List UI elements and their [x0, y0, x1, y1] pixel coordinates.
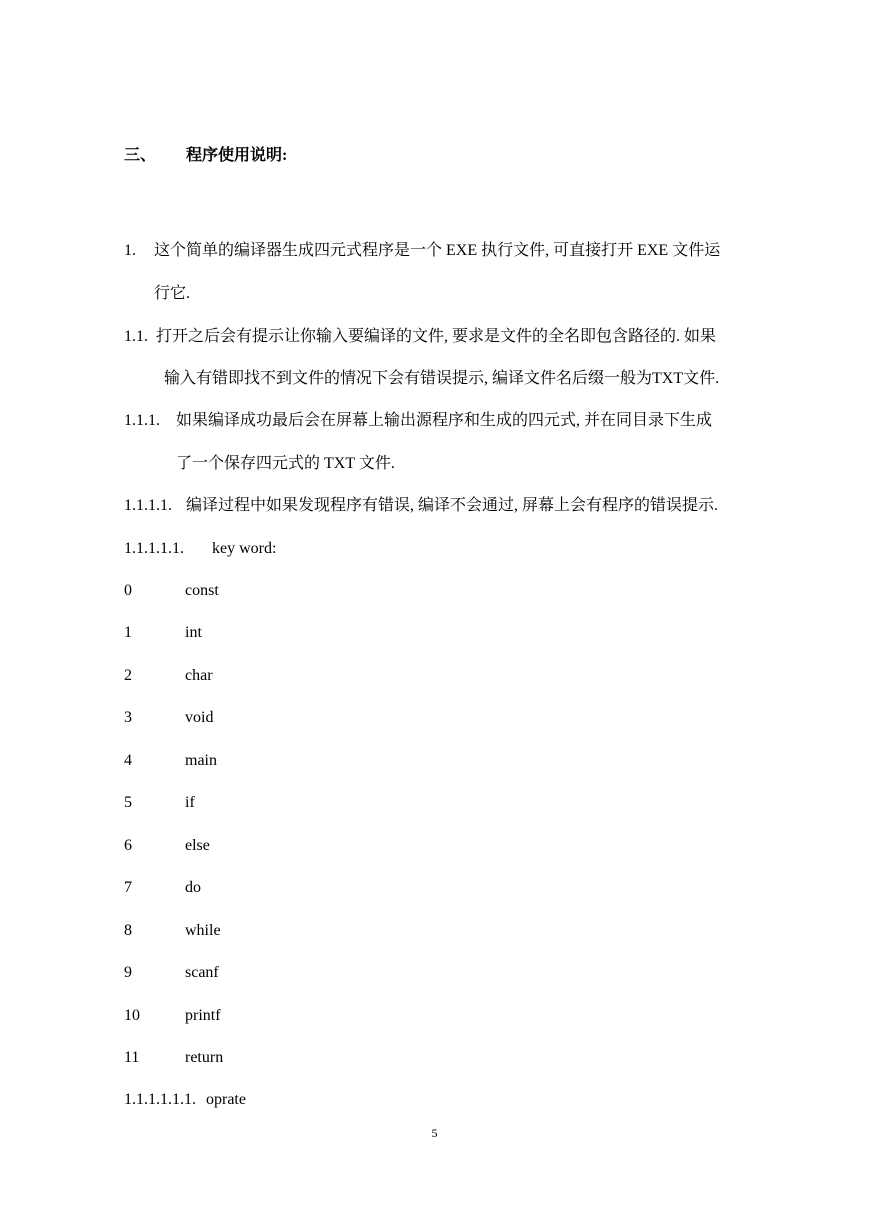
- keyword-word: printf: [185, 1007, 221, 1024]
- keyword-word: main: [185, 752, 217, 769]
- item-text: key word:: [212, 540, 277, 557]
- keyword-word: else: [185, 837, 210, 854]
- item-text: 打开之后会有提示让你输入要编译的文件, 要求是文件的全名即包含路径的. 如果: [156, 328, 717, 345]
- item-label: 1.1.: [124, 328, 148, 345]
- keyword-index: 9: [124, 964, 132, 981]
- keyword-word: if: [185, 794, 195, 811]
- item-label: 1.1.1.1.: [124, 497, 172, 514]
- item-label: 1.1.1.: [124, 412, 160, 429]
- keyword-word: void: [185, 709, 214, 726]
- keyword-index: 8: [124, 922, 132, 939]
- keyword-word: const: [185, 582, 219, 599]
- keyword-index: 10: [124, 1007, 140, 1024]
- keyword-index: 1: [124, 624, 132, 641]
- item-text: 这个简单的编译器生成四元式程序是一个 EXE 执行文件, 可直接打开 EXE 文件运: [154, 242, 721, 259]
- item-text: 如果编译成功最后会在屏幕上输出源程序和生成的四元式, 并在同目录下生成: [176, 412, 713, 429]
- keyword-word: int: [185, 624, 202, 641]
- section-title: 程序使用说明:: [186, 147, 288, 164]
- keyword-word: do: [185, 879, 201, 896]
- keyword-index: 6: [124, 837, 132, 854]
- keyword-index: 5: [124, 794, 132, 811]
- keyword-index: 0: [124, 582, 132, 599]
- item-continuation: 行它.: [154, 285, 191, 302]
- keyword-index: 7: [124, 879, 132, 896]
- item-label: 1.1.1.1.1.1.: [124, 1091, 196, 1108]
- section-number: 三、: [124, 147, 157, 164]
- item-text: oprate: [206, 1091, 246, 1108]
- item-continuation: 了一个保存四元式的 TXT 文件.: [176, 455, 395, 472]
- keyword-word: scanf: [185, 964, 219, 981]
- keyword-index: 11: [124, 1049, 140, 1066]
- keyword-word: while: [185, 922, 221, 939]
- item-continuation: 输入有错即找不到文件的情况下会有错误提示, 编译文件名后缀一般为TXT文件.: [164, 370, 720, 387]
- item-label: 1.1.1.1.1.: [124, 540, 184, 557]
- keyword-word: return: [185, 1049, 224, 1066]
- keyword-index: 3: [124, 709, 132, 726]
- item-text: 编译过程中如果发现程序有错误, 编译不会通过, 屏幕上会有程序的错误提示.: [186, 497, 719, 514]
- item-label: 1.: [124, 242, 136, 259]
- keyword-index: 4: [124, 752, 132, 769]
- keyword-index: 2: [124, 667, 132, 684]
- page-number: 5: [431, 1126, 438, 1140]
- keyword-word: char: [185, 667, 213, 684]
